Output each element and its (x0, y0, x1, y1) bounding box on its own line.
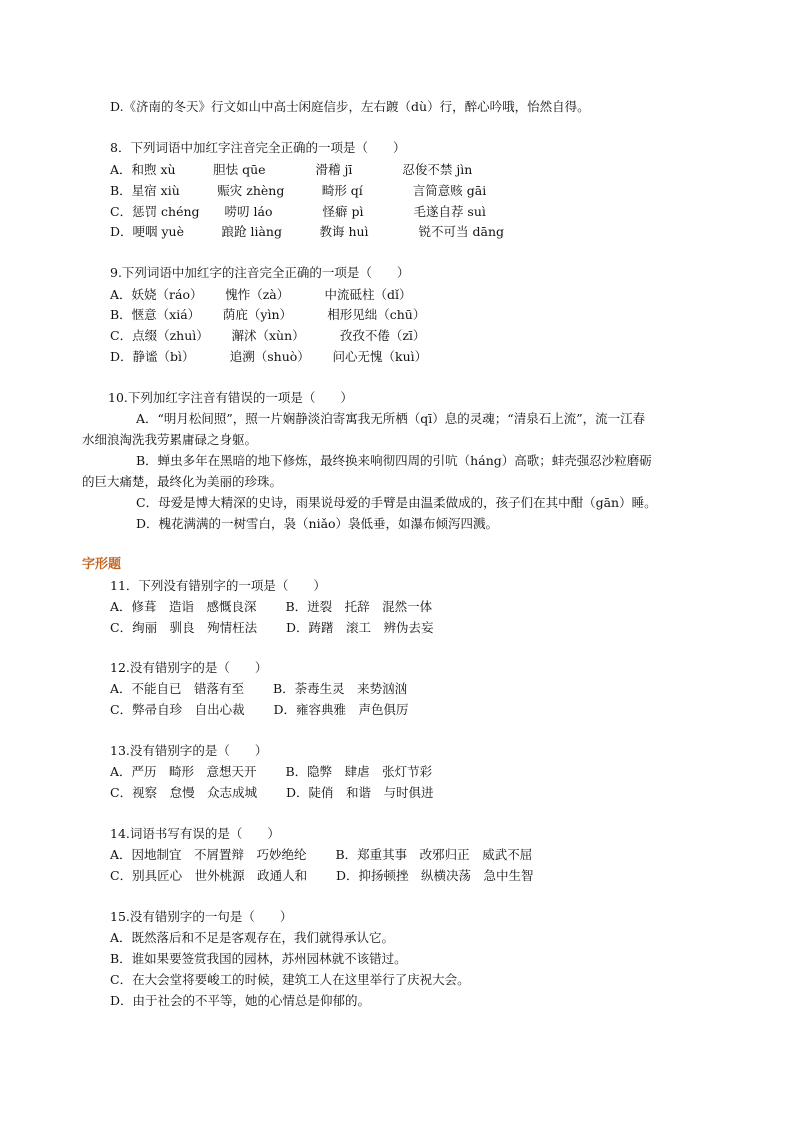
q8-stem: 8．下列词语中加红字注音完全正确的一项是（ ） (110, 140, 406, 155)
q15-option-a: A．既然落后和不足是客观存在，我们就得承认它。 (110, 930, 395, 945)
q8-option-b: B．星宿 xiù 赈灾 zhèng 畸形 qí 言简意赅 gāi (110, 183, 487, 198)
q15-option-b: B．谁如果要签赏我国的园林，苏州园林就不该错过。 (110, 951, 407, 966)
q9-option-d: D．静谧（bì） 追溯（shuò） 问心无愧（kuì） (110, 349, 428, 364)
section-title-character-form: 字形题 (82, 557, 122, 572)
q8-option-a: A．和煦 xù 胆怯 qūe 滑稽 jī 忍俊不禁 jìn (110, 162, 473, 177)
q11-options-ab: A．修葺 造诣 感慨良深 B．迸裂 托辞 混然一体 (110, 599, 433, 614)
q13-stem: 13.没有错别字的是（ ） (110, 743, 268, 758)
q14-options-cd: C．别具匠心 世外桃源 政通人和 D．抑扬顿挫 纵横决荡 急中生智 (110, 868, 534, 883)
q12-stem: 12.没有错别字的是（ ） (110, 660, 268, 675)
q10-option-c: C．母爱是博大精深的史诗，雨果说母爱的手臂是由温柔做成的，孩子们在其中酣（gān）睡。 (136, 495, 657, 510)
q9-stem: 9.下列词语中加红字的注音完全正确的一项是（ ） (110, 265, 410, 280)
q15-option-d: D．由于社会的不平等，她的心情总是仰郁的。 (110, 993, 371, 1008)
q14-options-ab: A．因地制宜 不屑置辩 巧妙绝纶 B．郑重其事 改邪归正 威武不屈 (110, 847, 533, 862)
q10-option-b-line2: 的巨大痛楚，最终化为美丽的珍珠。 (82, 474, 283, 489)
q11-options-cd: C．绚丽 驯良 殉情枉法 D．踌躇 滚工 辨伪去妄 (110, 620, 434, 635)
q13-options-cd: C．视察 怠慢 众志成城 D．陡俏 和谐 与时俱进 (110, 785, 434, 800)
q10-option-a-line2: 水细浪淘洗我劳累庸碌之身躯。 (82, 432, 258, 447)
q9-option-b: B．惬意（xiá） 荫庇（yìn） 相形见绌（chū） (110, 307, 426, 322)
q12-options-cd: C．弊帚自珍 自出心裁 D．雍容典雅 声色俱厉 (110, 702, 409, 717)
q11-stem: 11．下列没有错别字的一项是（ ） (110, 578, 326, 593)
q10-option-d: D．槐花满满的一树雪白，袅（niǎo）袅低垂，如瀑布倾泻四溅。 (136, 516, 499, 531)
q9-option-a: A．妖娆（ráo） 愧怍（zà） 中流砥柱（dǐ） (110, 287, 412, 302)
q12-options-ab: A．不能自已 错落有至 B．荼毒生灵 来势汹汹 (110, 681, 408, 696)
q8-option-d: D．哽咽 yuè 踉跄 liàng 教诲 huì 锐不可当 dāng (110, 224, 505, 239)
q10-stem: 10.下列加红字注音有错误的一项是（ ） (108, 390, 353, 405)
q8-option-c: C．惩罚 chéng 唠叨 láo 怪癖 pì 毛遂自荐 suì (110, 204, 486, 219)
q14-stem: 14.词语书写有误的是（ ） (110, 826, 280, 841)
q13-options-ab: A．严历 畸形 意想天开 B．隐弊 肆虐 张灯节彩 (110, 764, 433, 779)
q10-option-b-line1: B．蝉虫多年在黑暗的地下修炼，最终换来响彻四周的引吭（háng）高歌；蚌壳强忍沙粒磨砺 (136, 453, 652, 468)
q15-stem: 15.没有错别字的一句是（ ） (110, 909, 293, 924)
q15-option-c: C．在大会堂将要峻工的时候，建筑工人在这里举行了庆祝大会。 (110, 972, 470, 987)
q7-option-d: D.《济南的冬天》行文如山中高士闲庭信步，左右踱（dù）行，醉心吟哦，怡然自得。 (110, 99, 590, 114)
q10-option-a-line1: A．“明月松间照”，照一片娴静淡泊寄寓我无所栖（qī）息的灵魂；“清泉石上流”，流一江春 (136, 411, 646, 426)
q9-option-c: C．点缀（zhuì） 澥沭（xùn） 孜孜不倦（zī） (110, 328, 426, 343)
